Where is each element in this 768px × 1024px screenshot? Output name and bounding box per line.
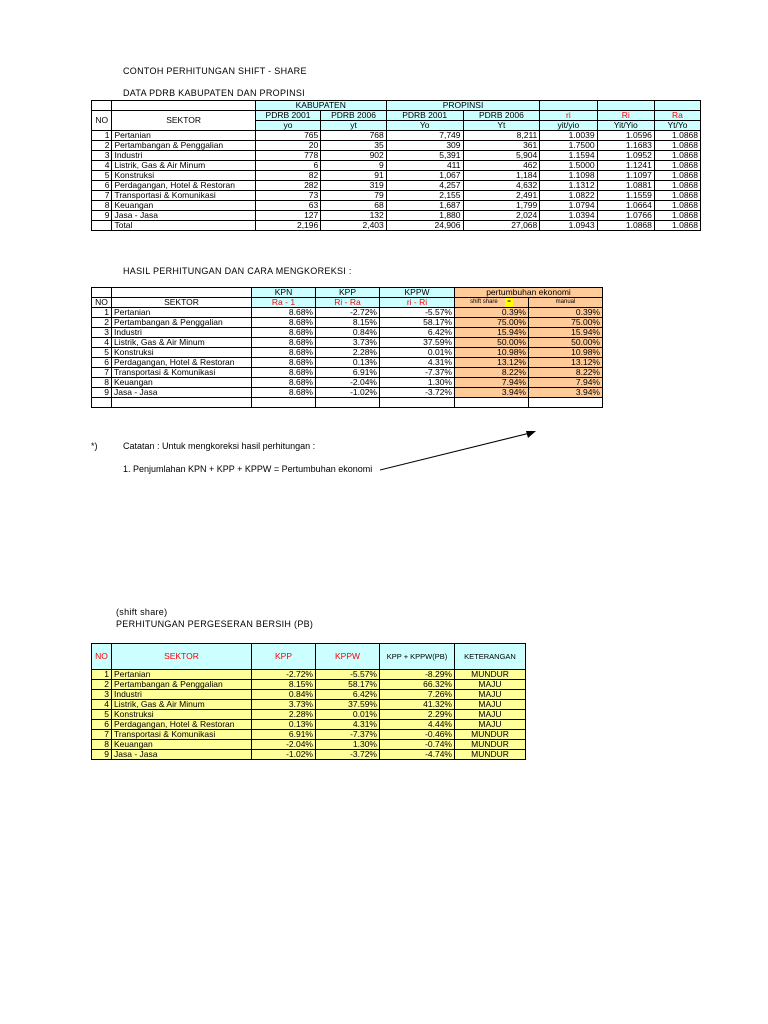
row-no: 4: [92, 338, 112, 348]
row-kppw: -7.37%: [380, 368, 455, 378]
row-ri: 1.5000: [540, 161, 597, 171]
Ra-header: Ra: [654, 111, 700, 121]
data-table-title: DATA PDRB KABUPATEN DAN PROPINSI: [123, 88, 305, 98]
Ra-header-top: [654, 101, 700, 111]
table-row: [92, 690, 526, 700]
row-Ra: 1.0868: [654, 191, 700, 201]
table-row: [92, 191, 701, 201]
row-sektor: Industri: [112, 690, 252, 700]
kpp-header: KPP: [316, 288, 380, 298]
row-yt: 35: [321, 141, 387, 151]
row-Ra: 1.0868: [654, 141, 700, 151]
row-keterangan: MAJU: [455, 700, 526, 710]
row-kpp: 0.84%: [316, 328, 380, 338]
pertumbuhan-ekonomi-header: pertumbuhan ekonomi: [455, 288, 603, 298]
row-manual: 8.22%: [529, 368, 603, 378]
propinsi-header: PROPINSI: [386, 101, 540, 111]
blank-cell: [380, 398, 455, 408]
row-sektor: Konstruksi: [112, 710, 252, 720]
table-row: [92, 141, 701, 151]
row-Yt: 8,211: [463, 131, 540, 141]
Yo-subheader: Yo: [386, 121, 463, 131]
row-no: 2: [92, 318, 112, 328]
table-row: [92, 710, 526, 720]
table-row: [92, 368, 603, 378]
row-keterangan: MUNDUR: [455, 750, 526, 760]
row-sektor: Konstruksi: [112, 171, 255, 181]
table-row: [92, 680, 526, 690]
row-Ra: 1.0868: [654, 211, 700, 221]
row-kpp: 0.13%: [316, 358, 380, 368]
shift-share-subheader: [455, 298, 529, 308]
row-shift-share: 10.98%: [455, 348, 529, 358]
row-shift-share: 13.12%: [455, 358, 529, 368]
kpn-header: KPN: [252, 288, 316, 298]
table-row: [92, 308, 603, 318]
row-no: 2: [92, 680, 112, 690]
row-keterangan: MUNDUR: [455, 730, 526, 740]
row-no: 9: [92, 211, 112, 221]
row-manual: 50.00%: [529, 338, 603, 348]
row-sektor: Listrik, Gas & Air Minum: [112, 338, 252, 348]
sektor-header: SEKTOR: [112, 298, 252, 308]
row-Ra: 1.0868: [654, 171, 700, 181]
row-manual: 0.39%: [529, 308, 603, 318]
row-kpp: 0.13%: [252, 720, 316, 730]
row-pb: -4.74%: [380, 750, 455, 760]
row-Ra: 1.0868: [654, 151, 700, 161]
Ra-subheader: Yt/Yo: [654, 121, 700, 131]
row-kpp: 3.73%: [252, 700, 316, 710]
no-header-top: [92, 288, 112, 298]
kpp-header: KPP: [252, 644, 316, 670]
pdrb-table: [91, 100, 701, 231]
row-Yo: 1,067: [386, 171, 463, 181]
pb-table: [91, 643, 526, 760]
row-yt: 79: [321, 191, 387, 201]
row-pb: -0.46%: [380, 730, 455, 740]
row-no: 7: [92, 191, 112, 201]
pdrb2001-prop-header: PDRB 2001: [386, 111, 463, 121]
row-ri: 1.0039: [540, 131, 597, 141]
row-no: 9: [92, 388, 112, 398]
row-Yt: 5,904: [463, 151, 540, 161]
pdrb2006-prop-header: PDRB 2006: [463, 111, 540, 121]
row-sektor: Pertambangan & Penggalian: [112, 141, 255, 151]
Yt-subheader: Yt: [463, 121, 540, 131]
table-row: [92, 750, 526, 760]
table-row: [92, 700, 526, 710]
blank-cell: [92, 398, 112, 408]
row-yt: 68: [321, 201, 387, 211]
row-manual: 15.94%: [529, 328, 603, 338]
row-Yo: 7,749: [386, 131, 463, 141]
row-keterangan: MAJU: [455, 680, 526, 690]
row-kppw: -5.57%: [316, 670, 380, 680]
table-row: [92, 348, 603, 358]
table-row: [92, 221, 701, 231]
row-no: 1: [92, 131, 112, 141]
row-keterangan: MUNDUR: [455, 670, 526, 680]
row-yo: 778: [255, 151, 321, 161]
row-keterangan: MUNDUR: [455, 740, 526, 750]
row-Ri: 1.0596: [597, 131, 654, 141]
row-no: 7: [92, 368, 112, 378]
row-ri: 1.1594: [540, 151, 597, 161]
shift-share-table: [91, 287, 603, 408]
row-ri: 1.1098: [540, 171, 597, 181]
arrow-icon: [370, 425, 550, 475]
row-kpn: 8.68%: [252, 348, 316, 358]
row-sektor: Jasa - Jasa: [112, 388, 252, 398]
row-kpp: -2.72%: [252, 670, 316, 680]
row-Yo: 24,906: [386, 221, 463, 231]
row-sektor: Listrik, Gas & Air Minum: [112, 161, 255, 171]
row-kpn: 8.68%: [252, 328, 316, 338]
row-no: 6: [92, 181, 112, 191]
note-catatan: Catatan : Untuk mengkoreksi hasil perhitungan :: [123, 441, 316, 451]
row-sektor: Pertambangan & Penggalian: [112, 680, 252, 690]
row-kpn: 8.68%: [252, 378, 316, 388]
Ri-header-top: [597, 101, 654, 111]
row-kpn: 8.68%: [252, 308, 316, 318]
row-no: 3: [92, 690, 112, 700]
row-sektor: Pertanian: [112, 670, 252, 680]
pdrb2006-kab-header: PDRB 2006: [321, 111, 387, 121]
kppw-header: KPPW: [380, 288, 455, 298]
row-yo: 63: [255, 201, 321, 211]
hasil-title: HASIL PERHITUNGAN DAN CARA MENGKOREKSI :: [123, 266, 352, 276]
row-sektor: Pertanian: [112, 131, 255, 141]
table-row: [92, 201, 701, 211]
row-shift-share: 3.94%: [455, 388, 529, 398]
row-Ri: 1.1559: [597, 191, 654, 201]
row-keterangan: MAJU: [455, 720, 526, 730]
row-ri: 1.0394: [540, 211, 597, 221]
row-Yo: 4,257: [386, 181, 463, 191]
row-yt: 91: [321, 171, 387, 181]
row-shift-share: 7.94%: [455, 378, 529, 388]
table-row: [92, 670, 526, 680]
table-row: [92, 131, 701, 141]
row-Yt: 27,068: [463, 221, 540, 231]
row-kpp: 8.15%: [316, 318, 380, 328]
row-yt: 902: [321, 151, 387, 161]
row-no: 8: [92, 740, 112, 750]
row-keterangan: MAJU: [455, 710, 526, 720]
table-row: [92, 151, 701, 161]
row-shift-share: 8.22%: [455, 368, 529, 378]
yt-subheader: yt: [321, 121, 387, 131]
row-kpp: 6.91%: [252, 730, 316, 740]
row-shift-share: 75.00%: [455, 318, 529, 328]
row-pb: -0.74%: [380, 740, 455, 750]
row-Ri: 1.0952: [597, 151, 654, 161]
row-pb: 4.44%: [380, 720, 455, 730]
kpn-subheader: Ra - 1: [252, 298, 316, 308]
row-no: 8: [92, 378, 112, 388]
row-kppw: 0.01%: [380, 348, 455, 358]
row-no: 5: [92, 171, 112, 181]
row-pb: -8.29%: [380, 670, 455, 680]
no-header-top: [92, 101, 112, 111]
row-no: 8: [92, 201, 112, 211]
row-kpp: 2.28%: [316, 348, 380, 358]
table-row: [92, 161, 701, 171]
pb-title: PERHITUNGAN PERGESERAN BERSIH (PB): [116, 619, 314, 629]
row-kppw: -3.72%: [316, 750, 380, 760]
row-kppw: 4.31%: [316, 720, 380, 730]
row-yt: 132: [321, 211, 387, 221]
row-sektor: Perdagangan, Hotel & Restoran: [112, 181, 255, 191]
row-kppw: 4.31%: [380, 358, 455, 368]
blank-cell: [316, 398, 380, 408]
row-pb: 7.26%: [380, 690, 455, 700]
ri-header-top: [540, 101, 597, 111]
row-manual: 10.98%: [529, 348, 603, 358]
row-kppw: -5.57%: [380, 308, 455, 318]
row-sektor: Transportasi & Komunikasi: [112, 191, 255, 201]
table-row: [92, 740, 526, 750]
row-ri: 1.0794: [540, 201, 597, 211]
row-ri: 1.0822: [540, 191, 597, 201]
row-Ra: 1.0868: [654, 181, 700, 191]
row-sektor: Keuangan: [112, 740, 252, 750]
row-manual: 13.12%: [529, 358, 603, 368]
row-sektor: Perdagangan, Hotel & Restoran: [112, 720, 252, 730]
row-sektor: Keuangan: [112, 201, 255, 211]
ri-subheader: yit/yio: [540, 121, 597, 131]
note-item-1: 1. Penjumlahan KPN + KPP + KPPW = Pertumbuhan ekonomi: [123, 464, 373, 474]
row-manual: 75.00%: [529, 318, 603, 328]
Ri-header: Ri: [597, 111, 654, 121]
row-kppw: 58.17%: [316, 680, 380, 690]
row-sektor: Transportasi & Komunikasi: [112, 730, 252, 740]
shift-share-note: (shift share): [116, 607, 168, 617]
row-kpp: -1.02%: [316, 388, 380, 398]
row-kpp: -1.02%: [252, 750, 316, 760]
yo-subheader: yo: [255, 121, 321, 131]
blank-cell: [455, 398, 529, 408]
row-no: 7: [92, 730, 112, 740]
row-no: 9: [92, 750, 112, 760]
table-row: [92, 730, 526, 740]
row-sektor: Industri: [112, 328, 252, 338]
row-manual: 7.94%: [529, 378, 603, 388]
row-yo: 765: [255, 131, 321, 141]
row-yo: 282: [255, 181, 321, 191]
no-header: NO: [92, 644, 112, 670]
row-pb: 66.32%: [380, 680, 455, 690]
row-kppw: 0.01%: [316, 710, 380, 720]
row-sektor: Jasa - Jasa: [112, 750, 252, 760]
row-no: 2: [92, 141, 112, 151]
table-row: [92, 378, 603, 388]
Ri-subheader: Yit/Yio: [597, 121, 654, 131]
keterangan-header: KETERANGAN: [455, 644, 526, 670]
row-Yt: 2,024: [463, 211, 540, 221]
row-yo: 82: [255, 171, 321, 181]
row-yt: 768: [321, 131, 387, 141]
row-sektor: Perdagangan, Hotel & Restoran: [112, 358, 252, 368]
row-ri: 1.0943: [540, 221, 597, 231]
row-shift-share: 50.00%: [455, 338, 529, 348]
row-kpn: 8.68%: [252, 338, 316, 348]
row-no: 1: [92, 308, 112, 318]
row-kpp: -2.04%: [252, 740, 316, 750]
row-Yo: 1,880: [386, 211, 463, 221]
kpp-subheader: Ri - Ra: [316, 298, 380, 308]
blank-cell: [529, 398, 603, 408]
row-yt: 319: [321, 181, 387, 191]
row-no: [92, 221, 112, 231]
row-kpp: 0.84%: [252, 690, 316, 700]
row-kpp: 6.91%: [316, 368, 380, 378]
row-sektor: Pertambangan & Penggalian: [112, 318, 252, 328]
row-Yt: 361: [463, 141, 540, 151]
row-Yo: 5,391: [386, 151, 463, 161]
row-Ri: 1.0766: [597, 211, 654, 221]
row-kpp: 8.15%: [252, 680, 316, 690]
table-row: [92, 211, 701, 221]
equals-marker: =: [507, 299, 511, 305]
row-Yt: 4,632: [463, 181, 540, 191]
row-sektor: Industri: [112, 151, 255, 161]
table-row: [92, 328, 603, 338]
row-ri: 1.1312: [540, 181, 597, 191]
row-kpn: 8.68%: [252, 368, 316, 378]
row-Ra: 1.0868: [654, 201, 700, 211]
row-kppw: 1.30%: [380, 378, 455, 388]
row-Ri: 1.0868: [597, 221, 654, 231]
row-Ra: 1.0868: [654, 161, 700, 171]
row-sektor: Konstruksi: [112, 348, 252, 358]
row-no: 5: [92, 348, 112, 358]
row-kpp: -2.04%: [316, 378, 380, 388]
row-yt: 2,403: [321, 221, 387, 231]
row-yo: 20: [255, 141, 321, 151]
row-Ri: 1.1241: [597, 161, 654, 171]
blank-cell: [252, 398, 316, 408]
table-row: [92, 171, 701, 181]
row-keterangan: MAJU: [455, 690, 526, 700]
row-shift-share: 0.39%: [455, 308, 529, 318]
table-row: [92, 338, 603, 348]
row-kppw: 6.42%: [316, 690, 380, 700]
row-kpn: 8.68%: [252, 318, 316, 328]
row-Ri: 1.0664: [597, 201, 654, 211]
sektor-header-top: [112, 101, 255, 111]
row-no: 1: [92, 670, 112, 680]
row-Ri: 1.1097: [597, 171, 654, 181]
row-pb: 41.32%: [380, 700, 455, 710]
row-Ra: 1.0868: [654, 221, 700, 231]
row-manual: 3.94%: [529, 388, 603, 398]
row-no: 4: [92, 161, 112, 171]
row-sektor: Jasa - Jasa: [112, 211, 255, 221]
row-no: 6: [92, 358, 112, 368]
sektor-header: SEKTOR: [112, 111, 255, 131]
table-row: [92, 181, 701, 191]
table-row: [92, 388, 603, 398]
row-Ri: 1.0881: [597, 181, 654, 191]
row-yo: 2,196: [255, 221, 321, 231]
row-Ri: 1.1683: [597, 141, 654, 151]
row-sektor: Pertanian: [112, 308, 252, 318]
main-title: CONTOH PERHITUNGAN SHIFT - SHARE: [123, 66, 307, 76]
row-sektor: Transportasi & Komunikasi: [112, 368, 252, 378]
row-yt: 9: [321, 161, 387, 171]
row-sektor: Total: [112, 221, 255, 231]
row-kpp: 3.73%: [316, 338, 380, 348]
row-kpp: 2.28%: [252, 710, 316, 720]
row-Yo: 2,155: [386, 191, 463, 201]
sektor-header-top: [112, 288, 252, 298]
row-shift-share: 15.94%: [455, 328, 529, 338]
row-kppw: 37.59%: [380, 338, 455, 348]
row-Yo: 1,687: [386, 201, 463, 211]
table-row: [92, 318, 603, 328]
row-Yt: 2,491: [463, 191, 540, 201]
manual-subheader: manual: [529, 298, 603, 308]
row-kppw: -7.37%: [316, 730, 380, 740]
blank-cell: [112, 398, 252, 408]
row-Yt: 1,799: [463, 201, 540, 211]
row-Yt: 1,184: [463, 171, 540, 181]
row-yo: 73: [255, 191, 321, 201]
row-ri: 1.7500: [540, 141, 597, 151]
kabupaten-header: KABUPATEN: [255, 101, 386, 111]
row-kpn: 8.68%: [252, 358, 316, 368]
row-kppw: -3.72%: [380, 388, 455, 398]
table-row: [92, 720, 526, 730]
row-sektor: Listrik, Gas & Air Minum: [112, 700, 252, 710]
kppw-header: KPPW: [316, 644, 380, 670]
no-header: NO: [92, 298, 112, 308]
table-row: [92, 358, 603, 368]
row-no: 3: [92, 328, 112, 338]
row-kppw: 1.30%: [316, 740, 380, 750]
row-pb: 2.29%: [380, 710, 455, 720]
ri-header: ri: [540, 111, 597, 121]
pdrb2001-kab-header: PDRB 2001: [255, 111, 321, 121]
row-no: 5: [92, 710, 112, 720]
row-kpn: 8.68%: [252, 388, 316, 398]
row-sektor: Keuangan: [112, 378, 252, 388]
row-kppw: 58.17%: [380, 318, 455, 328]
row-kppw: 37.59%: [316, 700, 380, 710]
row-yo: 127: [255, 211, 321, 221]
no-header: NO: [92, 111, 112, 131]
row-no: 4: [92, 700, 112, 710]
row-Ra: 1.0868: [654, 131, 700, 141]
row-Yo: 309: [386, 141, 463, 151]
pb-header: KPP + KPPW(PB): [380, 644, 455, 670]
row-no: 6: [92, 720, 112, 730]
row-kppw: 6.42%: [380, 328, 455, 338]
row-yo: 6: [255, 161, 321, 171]
shift-share-label: shift share: [470, 299, 498, 305]
row-kpp: -2.72%: [316, 308, 380, 318]
row-Yt: 462: [463, 161, 540, 171]
sektor-header: SEKTOR: [112, 644, 252, 670]
row-Yo: 411: [386, 161, 463, 171]
note-star: *): [91, 441, 98, 451]
kppw-subheader: ri - Ri: [380, 298, 455, 308]
row-no: 3: [92, 151, 112, 161]
